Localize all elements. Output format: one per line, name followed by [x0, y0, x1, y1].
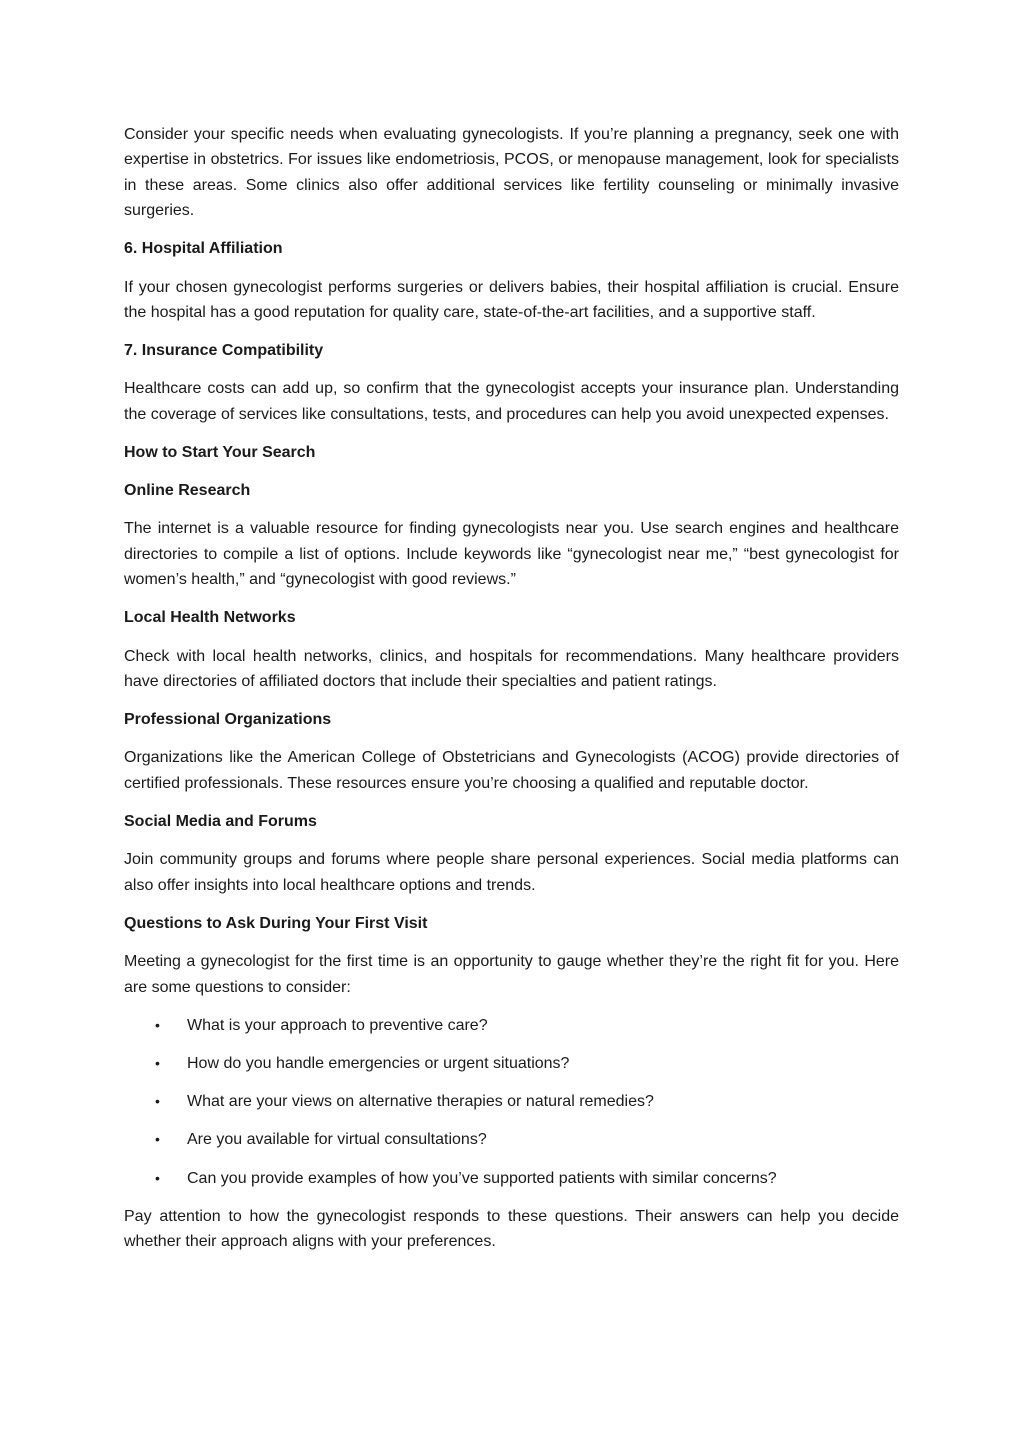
paragraph: Join community groups and forums where people share personal experiences. Social media platforms can also offer insights into local healthcare options and trends.	[124, 851, 899, 894]
paragraph: Check with local health networks, clinics, and hospitals for recommendations. Many healthcare providers have directories of affiliated doctors that include their specialties and patient ratings.	[124, 647, 899, 691]
paragraph: Consider your specific needs when evaluating gynecologists. If you’re planning a pregnancy, seek one with expertise in obstetrics. For issues like endometriosis, PCOS, or menopause management, look for specialists in these areas. Some clinics also offer additional services like fertility counseling or minimally invasive surgeries.	[124, 126, 899, 220]
bullet-dot-icon: •	[155, 1016, 160, 1033]
bullet-dot-icon: •	[155, 1093, 160, 1110]
section-heading: Online Research	[124, 482, 251, 500]
paragraph: The internet is a valuable resource for finding gynecologists near you. Use search engines and healthcare directories to compile a list of options. Include keywords like “gynecologist near me,” “best gynecologist for women’s health,” and “gynecologist with good reviews.”	[124, 520, 899, 589]
bullet-list-item	[124, 1127, 899, 1152]
paragraph: Pay attention to how the gynecologist responds to these questions. Their answers can help you decide whether their approach aligns with your preferences.	[124, 1207, 899, 1251]
bullet-list-item	[124, 1089, 899, 1114]
bullet-list-item	[124, 1013, 899, 1038]
bullet-dot-icon: •	[155, 1054, 160, 1071]
paragraph: Healthcare costs can add up, so confirm that the gynecologist accepts your insurance plan. Understanding the coverage of services like consultations, tests, and procedures can help you avoid unexpected expenses.	[124, 380, 899, 423]
section-heading: Questions to Ask During Your First Visit	[124, 914, 428, 932]
section-heading: How to Start Your Search	[124, 444, 316, 462]
paragraph: Meeting a gynecologist for the first time is an opportunity to gauge whether they’re the right fit for you. Here are some questions to consider:	[124, 953, 899, 996]
section-heading: Social Media and Forums	[124, 813, 317, 831]
bullet-list-item	[124, 1166, 899, 1191]
section-heading: Local Health Networks	[124, 609, 296, 627]
bullet-item-text: What is your approach to preventive care?	[187, 1016, 488, 1034]
bullet-item-text: How do you handle emergencies or urgent situations?	[187, 1054, 570, 1072]
section-heading: Professional Organizations	[124, 711, 332, 729]
paragraph: Organizations like the American College of Obstetricians and Gynecologists (ACOG) provide directories of certified professionals. These resources ensure you’re choosing a qualified and reputable doctor.	[124, 749, 899, 792]
paragraph: If your chosen gynecologist performs surgeries or delivers babies, their hospital affiliation is crucial. Ensure the hospital has a good reputation for quality care, state-of-the-art facilities, and a supportive staff.	[124, 278, 899, 322]
bullet-dot-icon: •	[155, 1169, 160, 1186]
section-heading: 6. Hospital Affiliation	[124, 240, 283, 258]
bullet-item-text: What are your views on alternative therapies or natural remedies?	[187, 1093, 654, 1111]
section-heading: 7. Insurance Compatibility	[124, 342, 324, 360]
bullet-item-text: Are you available for virtual consultations?	[187, 1131, 487, 1149]
bullet-item-text: Can you provide examples of how you’ve supported patients with similar concerns?	[187, 1169, 777, 1187]
bullet-dot-icon: •	[155, 1131, 160, 1148]
bullet-list-item	[124, 1051, 899, 1076]
